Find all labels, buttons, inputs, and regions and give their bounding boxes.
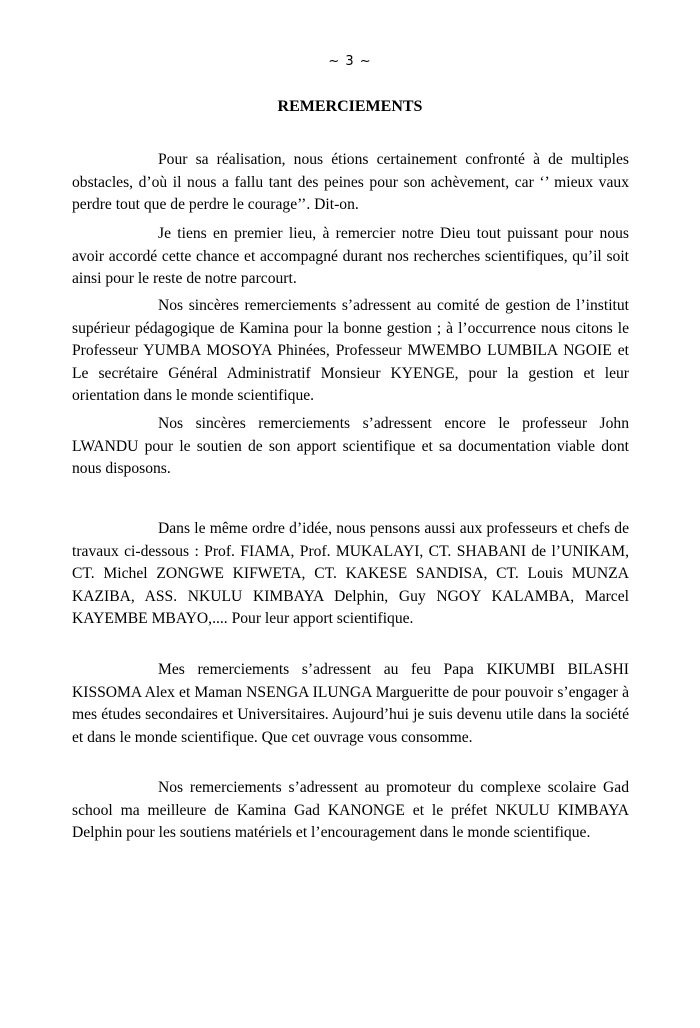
paragraph-5: Dans le même ordre d’idée, nous pensons aussi aux professeurs et chefs de travaux ci-dessous : Prof. FIAMA, Prof. MUKALAYI, CT. SHABANI de l’UNIKAM, CT. Michel ZONGWE KIFWETA, CT. KAKESE SANDISA, CT. Louis MUNZA KAZIBA, ASS. NKULU KIMBAYA Delphin, Guy NGOY KALAMBA, Marcel KAYEMBE MBAYO,.... Pour leur apport scientifique.: [72, 520, 629, 628]
paragraph-1: Pour sa réalisation, nous étions certainement confronté à de multiples obstacles, d’où il nous a fallu tant des peines pour son achèvement, car ‘’ mieux vaux perdre tout que de perdre le courage’’. Dit-on.: [72, 151, 629, 214]
paragraph-7: Nos remerciements s’adressent au promoteur du complexe scolaire Gad school ma meilleure de Kamina Gad KANONGE et le préfet NKULU KIMBAYA Delphin pour les soutiens matériels et l’encouragement dans le monde scientifique.: [72, 779, 629, 842]
page-number: ~ 3 ~: [328, 54, 372, 69]
paragraph-6: Mes remerciements s’adressent au feu Papa KIKUMBI BILASHI KISSOMA Alex et Maman NSENGA ILUNGA Margueritte de pour pouvoir s’engager à mes études secondaires et Universitaires. Aujourd’hui je suis devenu utile dans la société et dans le monde scientifique. Que cet ouvrage vous consomme.: [72, 661, 629, 746]
page-title: REMERCIEMENTS: [277, 98, 423, 115]
paragraph-4: Nos sincères remerciements s’adressent encore le professeur John LWANDU pour le soutien de son apport scientifique et sa documentation viable dont nous disposons.: [72, 415, 629, 478]
paragraph-2: Je tiens en premier lieu, à remercier notre Dieu tout puissant pour nous avoir accordé cette chance et accompagné durant nos recherches scientifiques, qu’il soit ainsi pour le reste de notre parcourt.: [72, 225, 629, 288]
paragraph-3: Nos sincères remerciements s’adressent au comité de gestion de l’institut supérieur pédagogique de Kamina pour la bonne gestion ; à l’occurrence nous citons le Professeur YUMBA MOSOYA Phinées, Professeur MWEMBO LUMBILA NGOIE et Le secrétaire Général Administratif Monsieur KYENGE, pour la gestion et leur orientation dans le monde scientifique.: [72, 297, 629, 405]
